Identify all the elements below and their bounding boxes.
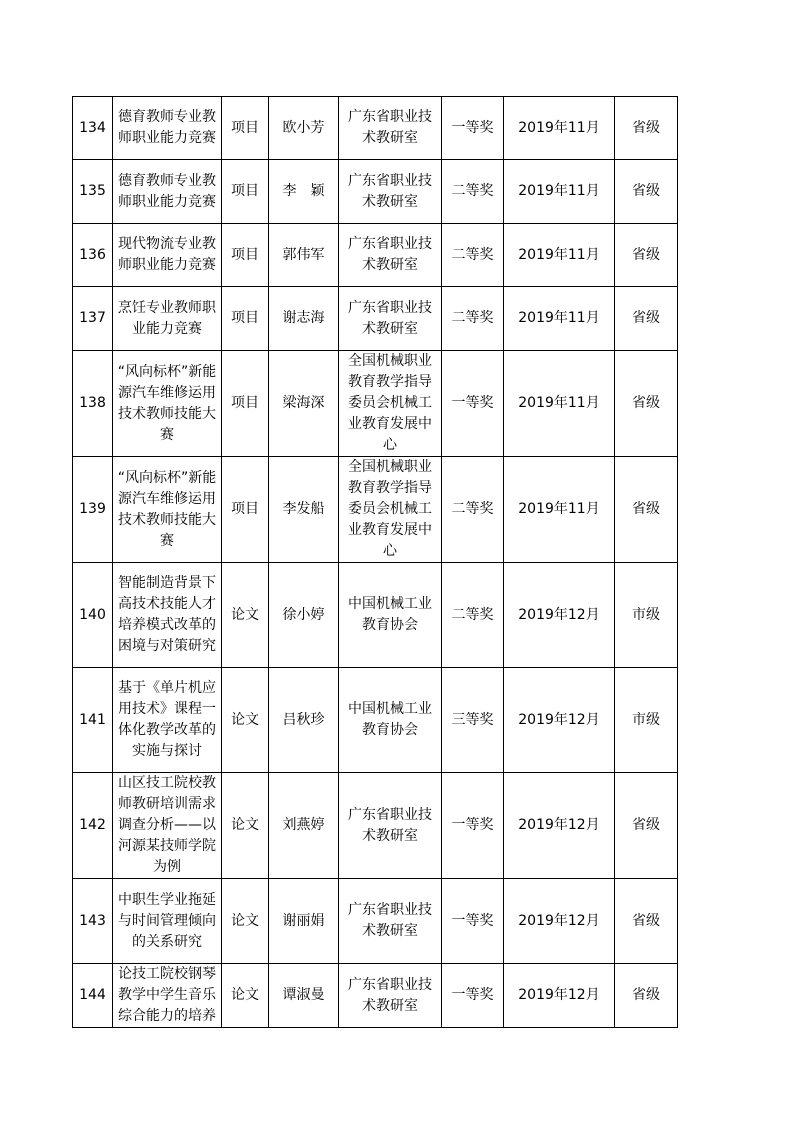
cell-level: 省级: [615, 351, 678, 457]
cell-organization: 全国机械职业教育教学指导委员会机械工业教育发展中心: [339, 457, 442, 563]
cell-number: 141: [73, 668, 113, 773]
cell-organization: 广东省职业技术教研室: [339, 287, 442, 351]
table-row: [73, 773, 678, 879]
table-row: [73, 879, 678, 964]
cell-level: 省级: [615, 160, 678, 224]
cell-organization: 广东省职业技术教研室: [339, 224, 442, 287]
cell-date: 2019年11月: [504, 457, 615, 563]
cell-date: 2019年11月: [504, 160, 615, 224]
cell-number: 142: [73, 773, 113, 879]
cell-project-name: 现代物流专业教师职业能力竞赛: [113, 224, 222, 287]
cell-number: 137: [73, 287, 113, 351]
cell-number: 144: [73, 964, 113, 1028]
table-row: [73, 457, 678, 563]
cell-person: 徐小婷: [269, 563, 339, 668]
cell-organization: 广东省职业技术教研室: [339, 773, 442, 879]
table-row: [73, 668, 678, 773]
cell-type: 论文: [222, 563, 269, 668]
cell-type: 项目: [222, 287, 269, 351]
cell-project-name: 德育教师专业教师职业能力竞赛: [113, 97, 222, 160]
cell-person: 李 颖: [269, 160, 339, 224]
cell-number: 135: [73, 160, 113, 224]
cell-type: 项目: [222, 160, 269, 224]
cell-project-name: “风向标杯”新能源汽车维修运用技术教师技能大赛: [113, 457, 222, 563]
cell-organization: 中国机械工业教育协会: [339, 563, 442, 668]
cell-date: 2019年12月: [504, 773, 615, 879]
cell-award: 二等奖: [442, 457, 504, 563]
cell-type: 项目: [222, 457, 269, 563]
cell-person: 郭伟军: [269, 224, 339, 287]
cell-organization: 广东省职业技术教研室: [339, 879, 442, 964]
cell-date: 2019年12月: [504, 964, 615, 1028]
cell-date: 2019年11月: [504, 97, 615, 160]
cell-project-name: 山区技工院校教师教研培训需求调查分析——以河源某技师学院为例: [113, 773, 222, 879]
cell-level: 省级: [615, 224, 678, 287]
cell-number: 138: [73, 351, 113, 457]
cell-project-name: 论技工院校钢琴教学中学生音乐综合能力的培养: [113, 964, 222, 1028]
table-row: [73, 160, 678, 224]
cell-level: 省级: [615, 97, 678, 160]
cell-type: 论文: [222, 773, 269, 879]
cell-organization: 全国机械职业教育教学指导委员会机械工业教育发展中心: [339, 351, 442, 457]
cell-level: 省级: [615, 964, 678, 1028]
cell-person: 李发船: [269, 457, 339, 563]
cell-project-name: 基于《单片机应用技术》课程一体化教学改革的实施与探讨: [113, 668, 222, 773]
cell-level: 市级: [615, 668, 678, 773]
cell-award: 一等奖: [442, 97, 504, 160]
cell-number: 143: [73, 879, 113, 964]
cell-organization: 广东省职业技术教研室: [339, 160, 442, 224]
cell-number: 136: [73, 224, 113, 287]
cell-award: 一等奖: [442, 773, 504, 879]
table-row: [73, 351, 678, 457]
cell-award: 二等奖: [442, 563, 504, 668]
cell-person: 谢丽娟: [269, 879, 339, 964]
cell-level: 省级: [615, 773, 678, 879]
cell-type: 项目: [222, 224, 269, 287]
cell-person: 梁海深: [269, 351, 339, 457]
cell-person: 吕秋珍: [269, 668, 339, 773]
cell-date: 2019年12月: [504, 668, 615, 773]
cell-organization: 广东省职业技术教研室: [339, 97, 442, 160]
cell-type: 论文: [222, 879, 269, 964]
cell-project-name: 烹饪专业教师职业能力竞赛: [113, 287, 222, 351]
cell-type: 论文: [222, 668, 269, 773]
cell-level: 省级: [615, 457, 678, 563]
cell-level: 省级: [615, 287, 678, 351]
cell-award: 一等奖: [442, 964, 504, 1028]
cell-date: 2019年11月: [504, 287, 615, 351]
cell-award: 二等奖: [442, 287, 504, 351]
table-row: [73, 964, 678, 1028]
cell-project-name: 中职生学业拖延与时间管理倾向的关系研究: [113, 879, 222, 964]
cell-person: 刘燕婷: [269, 773, 339, 879]
cell-organization: 中国机械工业教育协会: [339, 668, 442, 773]
table-row: [73, 563, 678, 668]
cell-project-name: 德育教师专业教师职业能力竞赛: [113, 160, 222, 224]
cell-type: 项目: [222, 351, 269, 457]
cell-award: 一等奖: [442, 351, 504, 457]
awards-table-body: [73, 97, 678, 1028]
cell-award: 三等奖: [442, 668, 504, 773]
cell-number: 134: [73, 97, 113, 160]
cell-person: 欧小芳: [269, 97, 339, 160]
cell-date: 2019年11月: [504, 351, 615, 457]
cell-level: 省级: [615, 879, 678, 964]
cell-award: 二等奖: [442, 160, 504, 224]
cell-award: 一等奖: [442, 879, 504, 964]
cell-project-name: 智能制造背景下高技术技能人才培养模式改革的困境与对策研究: [113, 563, 222, 668]
cell-date: 2019年11月: [504, 224, 615, 287]
cell-date: 2019年12月: [504, 563, 615, 668]
cell-level: 市级: [615, 563, 678, 668]
table-row: [73, 224, 678, 287]
cell-organization: 广东省职业技术教研室: [339, 964, 442, 1028]
cell-award: 二等奖: [442, 224, 504, 287]
cell-number: 140: [73, 563, 113, 668]
cell-date: 2019年12月: [504, 879, 615, 964]
cell-type: 论文: [222, 964, 269, 1028]
table-row: [73, 97, 678, 160]
cell-person: 谢志海: [269, 287, 339, 351]
table-row: [73, 287, 678, 351]
awards-table: [72, 96, 678, 1028]
cell-project-name: “风向标杯”新能源汽车维修运用技术教师技能大赛: [113, 351, 222, 457]
cell-type: 项目: [222, 97, 269, 160]
cell-person: 谭淑曼: [269, 964, 339, 1028]
cell-number: 139: [73, 457, 113, 563]
